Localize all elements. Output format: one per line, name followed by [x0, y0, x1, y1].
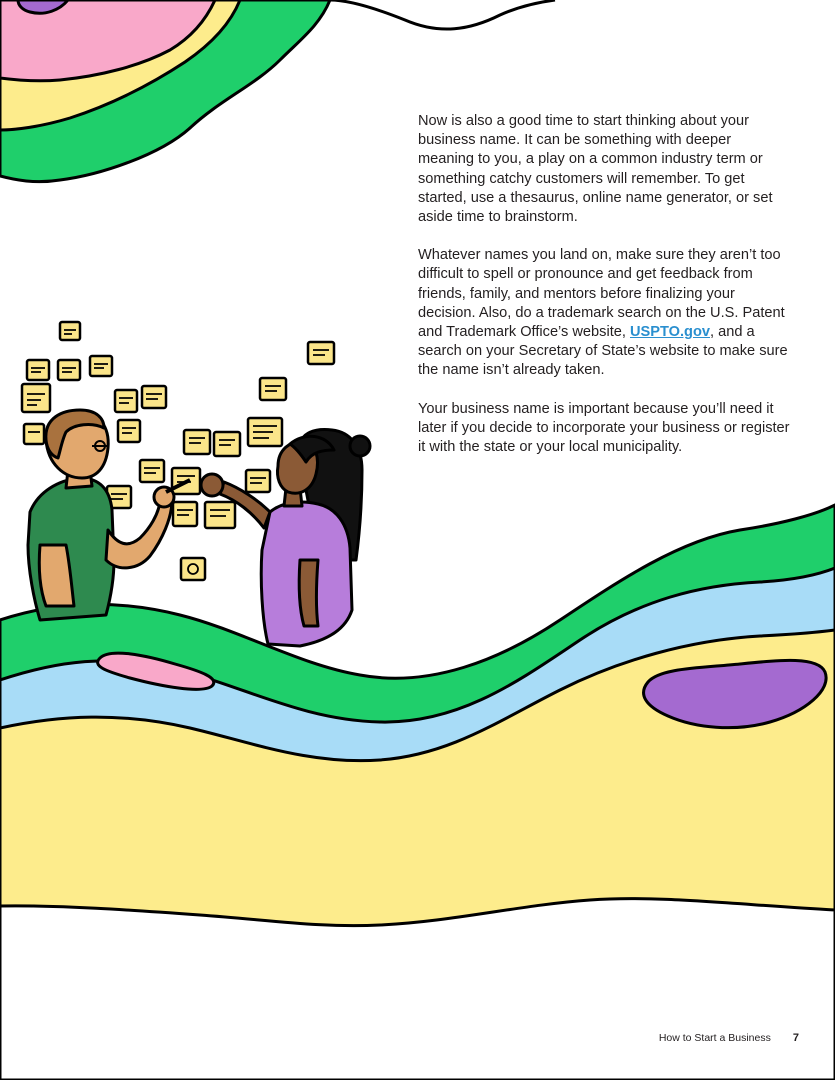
- paragraph-business-name-intro: Now is also a good time to start thinking about your business name. It can be something with deeper meaning to you, a play on a common industry term or something catchy customers will remember. To get started, use a thesaurus, online name generator, or set aside time to brainstorm.: [418, 113, 773, 226]
- page-footer: [659, 1032, 799, 1044]
- body-text: [418, 112, 790, 476]
- page-number: 7: [792, 1032, 799, 1044]
- uspto-link[interactable]: USPTO.gov: [629, 324, 710, 341]
- bottom-wave-decoration: [0, 505, 835, 1080]
- paragraph-business-name-importance: Your business name is important because you’ll need it later if you decide to incorporate your business or register it with the state or your local municipality.: [418, 400, 790, 456]
- paragraph-trademark-search: [418, 246, 790, 380]
- man-illustration: [28, 410, 190, 620]
- paragraph-text-after-link: , and a search on your Secretary of State’s website to make sure the name isn’t already taken.: [418, 324, 788, 379]
- woman-illustration: [201, 430, 370, 646]
- top-wave-decoration: [0, 0, 330, 182]
- paragraph-text-before-link: Whatever names you land on, make sure they aren’t too difficult to spell or pronounce and get feedback from friends, family, and mentors before finalizing your decision. Also, do a trademark search on the U.S. Patent and Trademark Office’s website,: [418, 247, 785, 341]
- footer-doc-title: How to Start a Business: [658, 1032, 771, 1044]
- top-wave-line: [330, 0, 555, 29]
